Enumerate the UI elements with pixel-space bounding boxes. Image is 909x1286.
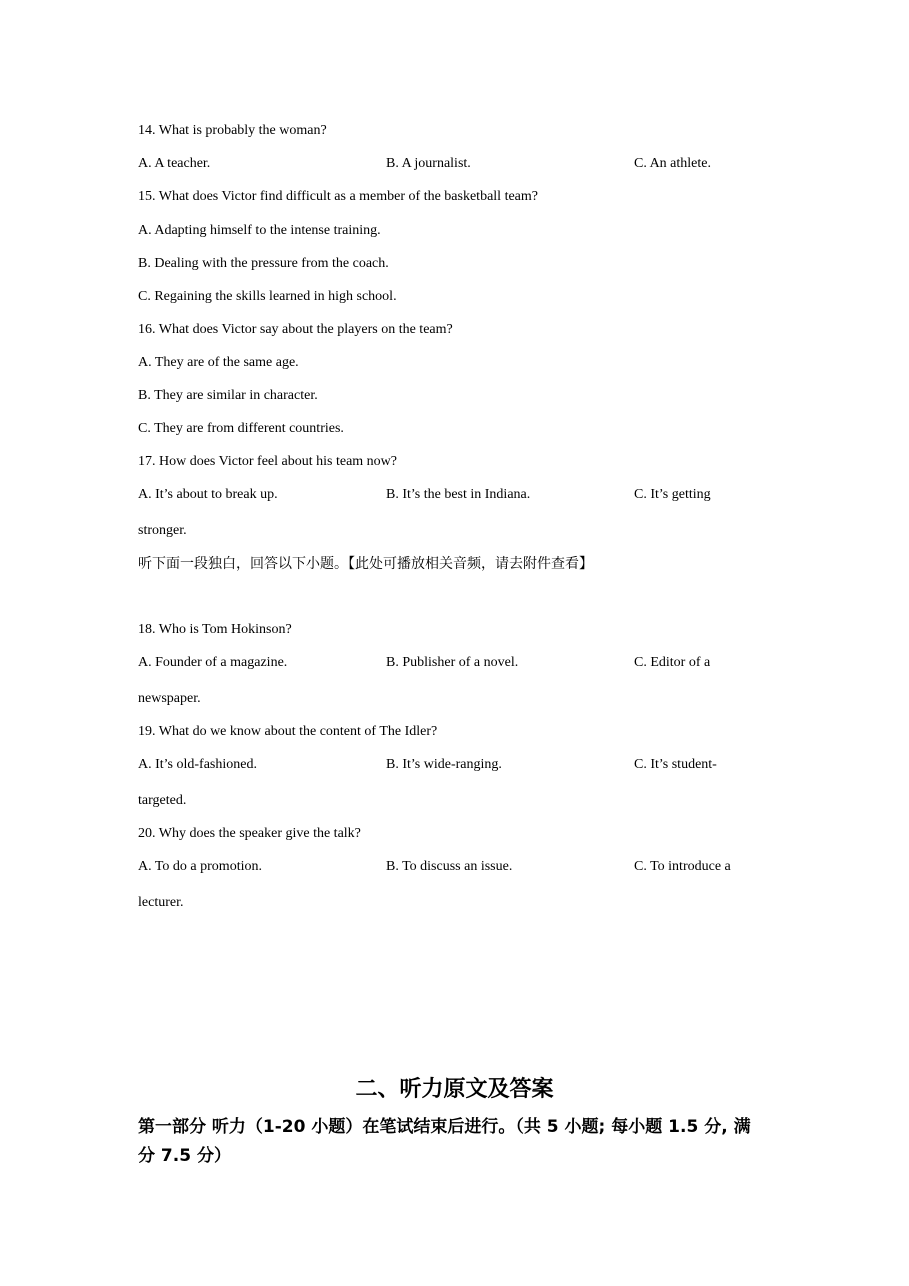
question-19-option-a: A. It’s old-fashioned. [138,757,257,772]
question-15-option-b: B. Dealing with the pressure from the coach. [138,256,389,271]
question-14-option-b: B. A journalist. [386,156,471,171]
question-16-option-a: A. They are of the same age. [138,355,299,370]
question-17-option-c-wrap: stronger. [138,523,187,538]
part-heading-line1: 第一部分 听力（1-20 小题）在笔试结束后进行。（共 5 小题; 每小题 1.5 分, 满 [138,1117,751,1137]
question-16-option-b: B. They are similar in character. [138,388,318,403]
question-19-option-c: C. It’s student- [634,757,717,772]
listening-instruction: 听下面一段独白，回答以下小题。【此处可播放相关音频，请去附件查看】 [138,556,593,572]
question-19-stem: 19. What do we know about the content of The Idler? [138,724,438,739]
question-20-option-b: B. To discuss an issue. [386,859,513,874]
question-20-option-c: C. To introduce a [634,859,731,874]
question-17-option-a: A. It’s about to break up. [138,487,278,502]
question-14-option-c: C. An athlete. [634,156,711,171]
question-17-option-b: B. It’s the best in Indiana. [386,487,531,502]
question-16-option-c: C. They are from different countries. [138,421,344,436]
question-18-option-b: B. Publisher of a novel. [386,655,519,670]
question-17-option-c: C. It’s getting [634,487,711,502]
question-19-option-b: B. It’s wide-ranging. [386,757,502,772]
question-17-stem: 17. How does Victor feel about his team now? [138,454,398,469]
question-19-option-c-wrap: targeted. [138,793,187,808]
question-14-option-a: A. A teacher. [138,156,211,171]
question-18-option-a: A. Founder of a magazine. [138,655,288,670]
section-title: 二、听力原文及答案 [355,1077,554,1102]
question-14-stem: 14. What is probably the woman? [138,123,327,138]
question-20-option-a: A. To do a promotion. [138,859,262,874]
question-15-option-a: A. Adapting himself to the intense training. [138,223,381,238]
question-18-stem: 18. Who is Tom Hokinson? [138,622,292,637]
question-16-stem: 16. What does Victor say about the players on the team? [138,322,453,337]
question-18-option-c: C. Editor of a [634,655,711,670]
part-heading-line2: 分 7.5 分） [138,1146,231,1166]
question-18-option-c-wrap: newspaper. [138,691,201,706]
question-20-option-c-wrap: lecturer. [138,895,184,910]
question-15-stem: 15. What does Victor find difficult as a member of the basketball team? [138,189,538,204]
question-15-option-c: C. Regaining the skills learned in high school. [138,289,397,304]
question-20-stem: 20. Why does the speaker give the talk? [138,826,361,841]
